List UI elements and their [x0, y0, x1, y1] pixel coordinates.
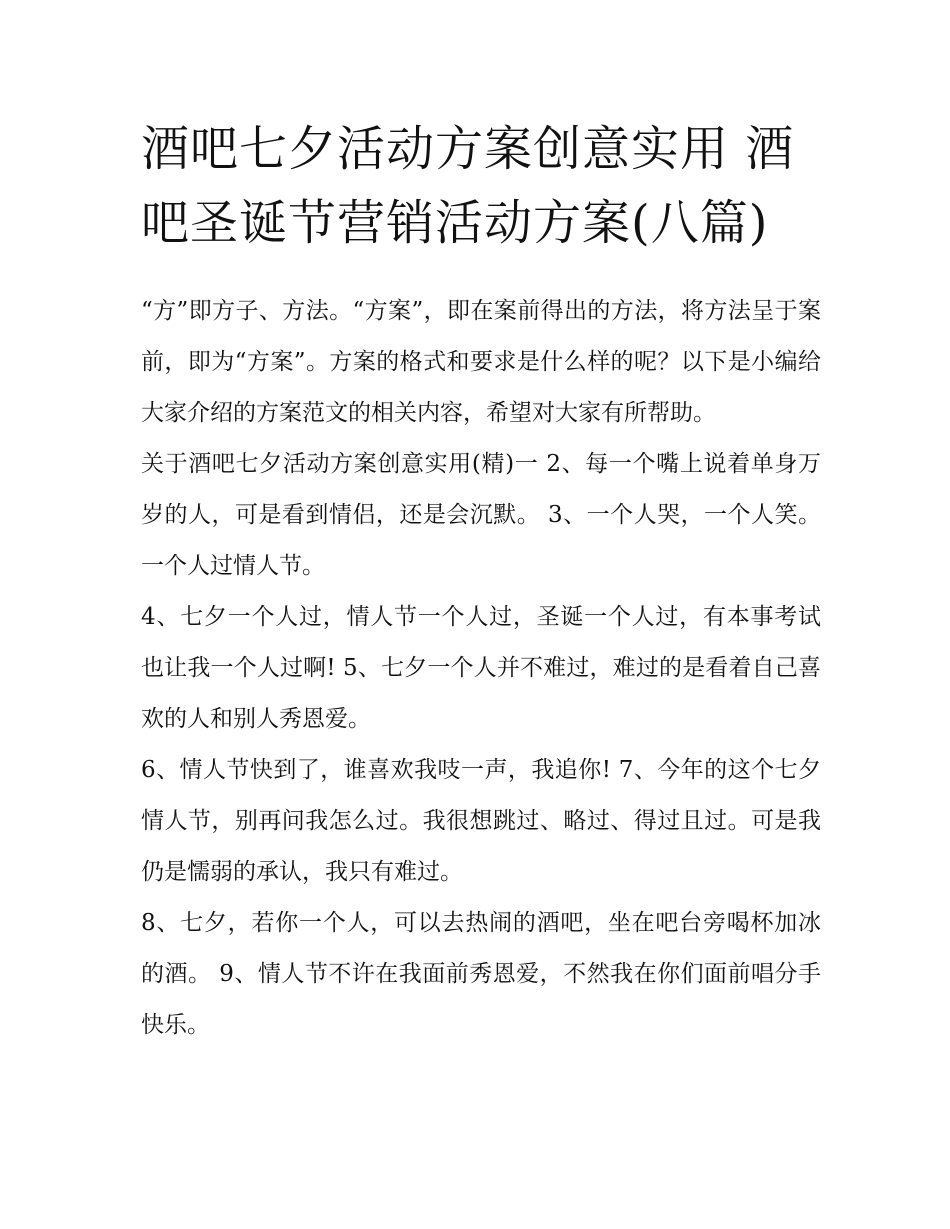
document-title: 酒吧七夕活动方案创意实用 酒吧圣诞节营销活动方案(八篇) — [141, 121, 795, 251]
body-paragraph: 6、情人节快到了，谁喜欢我吱一声，我追你! 7、今年的这个七夕情人节，别再问我怎么过。我很想跳过、略过、得过且过。可是我仍是懦弱的承认，我只有难过。 — [141, 757, 821, 885]
intro-paragraph: “方”即方子、方法。“方案”，即在案前得出的方法，将方法呈于案前，即为“方案”。方案的格式和要求是什么样的呢？以下是小编给大家介绍的方案范文的相关内容，希望对大家有所帮助。 — [141, 298, 821, 426]
document-content — [141, 112, 821, 1051]
body-paragraph: 关于酒吧七夕活动方案创意实用(精)一 2、每一个嘴上说着单身万岁的人，可是看到情侣，还是会沉默。 3、一个人哭，一个人笑。一个人过情人节。 — [141, 451, 821, 579]
body-paragraph: 8、七夕，若你一个人，可以去热闹的酒吧，坐在吧台旁喝杯加冰的酒。 9、情人节不许在我面前秀恩爱，不然我在你们面前唱分手快乐。 — [141, 910, 821, 1038]
document-body — [141, 286, 821, 1051]
body-paragraph: 4、七夕一个人过，情人节一个人过，圣诞一个人过，有本事考试也让我一个人过啊! 5、七夕一个人并不难过，难过的是看着自己喜欢的人和别人秀恩爱。 — [141, 604, 821, 732]
